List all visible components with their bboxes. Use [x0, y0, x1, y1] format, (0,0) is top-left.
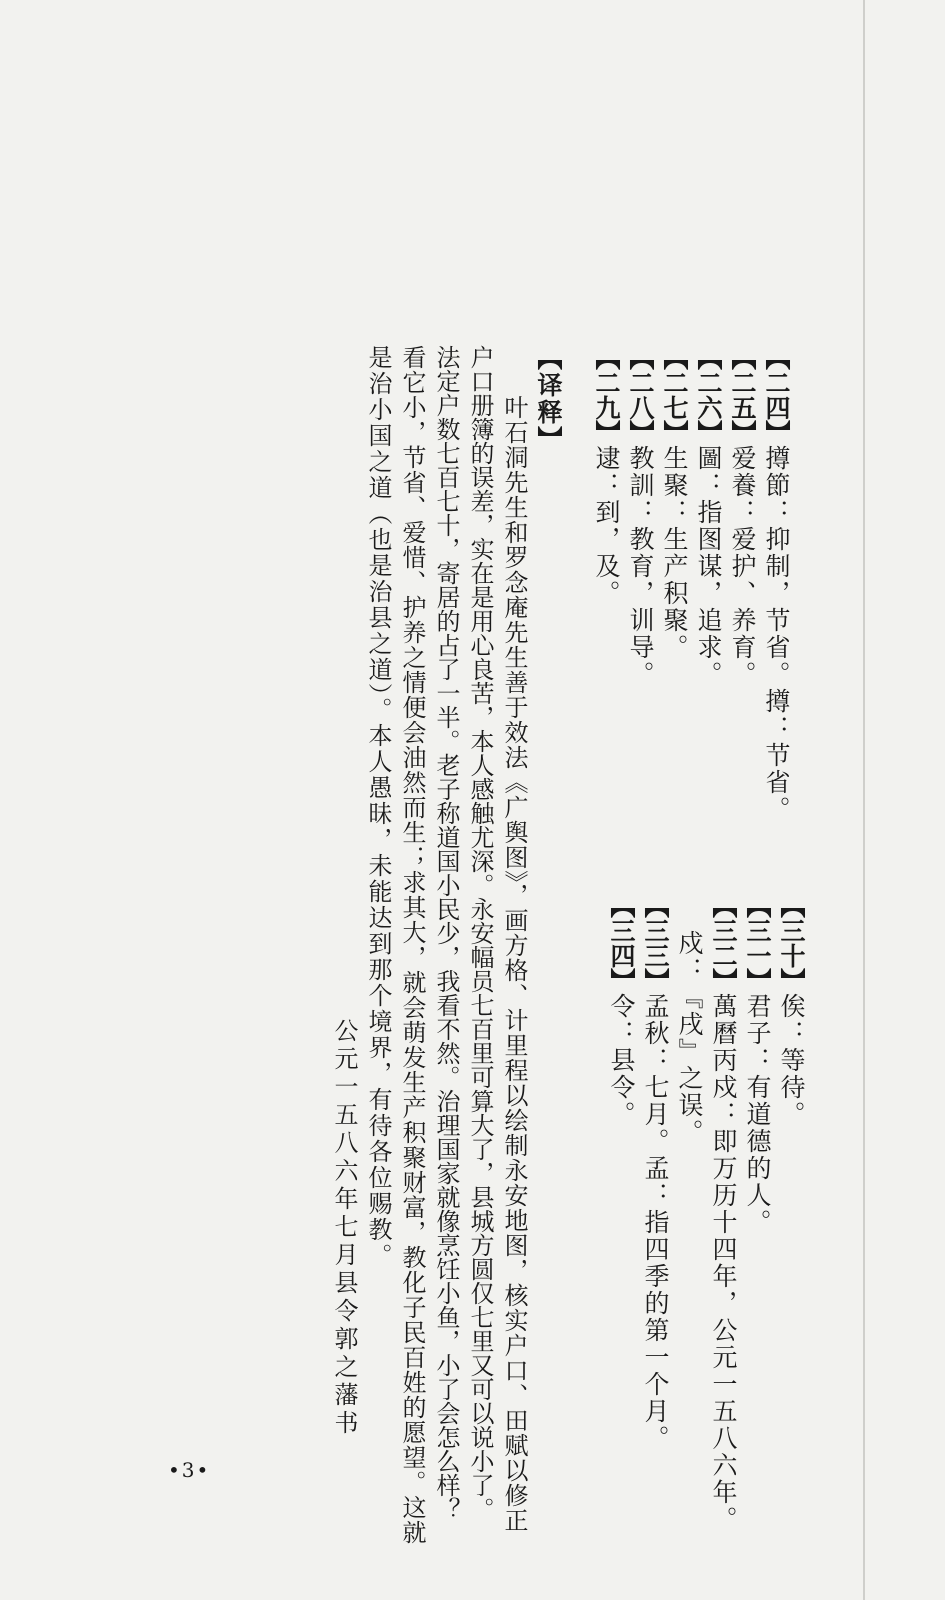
note-number: 【二九】 [592, 345, 621, 445]
translation-line-2: 户口册簿的误差，实在是用心良苦，本人感触尤深。永安幅员七百里可算大了，县城方圆仅七里又可以说小了。 [466, 345, 494, 1521]
page-edge-line [863, 0, 865, 1600]
note-number: 【二八】 [626, 345, 655, 445]
note-25 [726, 345, 758, 688]
note-number: 【三四】 [607, 893, 636, 993]
note-34 [605, 893, 637, 1128]
note-33 [639, 893, 671, 1452]
note-32-continuation [673, 930, 705, 1146]
note-text: 爱養：爱护、养育。 [728, 445, 757, 688]
note-27 [658, 345, 690, 661]
signature: 公元一五八六年七月县令郭之藩书 [330, 1018, 358, 1438]
note-text: 戍：『戌』之误。 [675, 930, 704, 1146]
translation-heading: 【译释】 [534, 345, 563, 453]
note-28 [624, 345, 656, 688]
note-number: 【三一】 [743, 893, 772, 993]
note-24 [760, 345, 792, 823]
note-31 [741, 893, 773, 1236]
note-text: 教訓：教育，训导。 [626, 445, 655, 688]
note-text: 逮：到，及。 [592, 445, 621, 607]
translation-line-5: 是治小国之道（也是治县之道）。本人愚昧，未能达到那个境界，有待各位赐教。 [364, 345, 392, 1269]
note-number: 【二五】 [728, 345, 757, 445]
note-number: 【三十】 [777, 893, 806, 993]
page-number: •3• [168, 1458, 211, 1482]
note-text: 令：县令。 [607, 993, 636, 1128]
note-number: 【二四】 [762, 345, 791, 445]
note-26 [692, 345, 724, 688]
note-text: 孟秋：七月。孟：指四季的第一个月。 [641, 993, 670, 1452]
note-text: 生聚：生产积聚。 [660, 445, 689, 661]
note-number: 【二六】 [694, 345, 723, 445]
note-29 [590, 345, 622, 607]
note-number: 【二七】 [660, 345, 689, 445]
translation-line-4: 看它小，节省、爱惜、护养之情便会油然而生；求其大，就会萌发生产积聚财富，教化子民百姓的愿望。这就 [398, 345, 426, 1545]
note-text: 撙節：抑制，节省。撙：节省。 [762, 445, 791, 823]
note-text: 萬曆丙戍：即万历十四年，公元一五八六年。 [709, 993, 738, 1533]
note-30 [775, 893, 807, 1128]
note-32 [707, 893, 739, 1533]
translation-line-3: 法定户数七百七十，寄居的占了一半。老子称道国小民少，我看不然。治理国家就像烹饪小鱼，小了会怎么样？ [432, 345, 460, 1521]
note-number: 【三二】 [709, 893, 738, 993]
note-text: 俟：等待。 [777, 993, 806, 1128]
note-number: 【三三】 [641, 893, 670, 993]
note-text: 圖：指图谋，追求。 [694, 445, 723, 688]
note-text: 君子：有道德的人。 [743, 993, 772, 1236]
translation-line-1: 叶石洞先生和罗念庵先生善于效法《广舆图》，画方格、计里程以绘制永安地图，核实户口、田赋以修正 [500, 395, 528, 1533]
